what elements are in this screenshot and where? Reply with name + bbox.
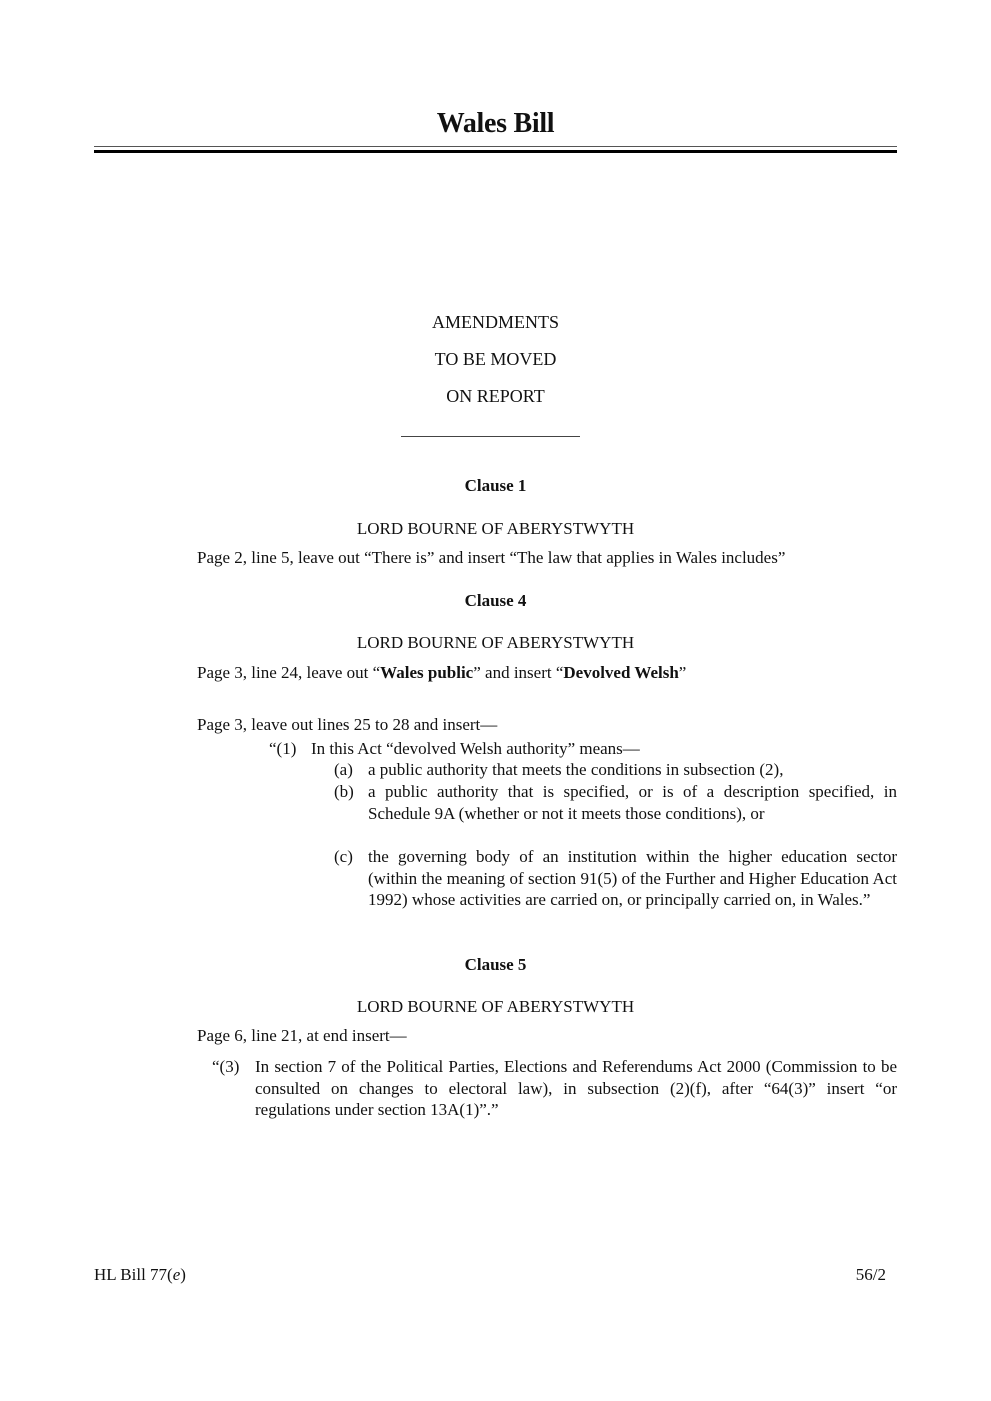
paragraph-b-text: a public authority that is specified, or is of a description specified, in Schedule 9A (whether or not it meets those conditions), or [368, 782, 897, 823]
paragraph-a-text: a public authority that meets the conditions in subsection (2), [368, 760, 784, 779]
amend-leave-out-text: Wales public [380, 663, 474, 682]
page-reference: 56/2 [855, 1265, 886, 1284]
clause-5-mover: LORD BOURNE OF ABERYSTWYTH [356, 997, 635, 1016]
clause-1-heading: Clause 1 [464, 476, 527, 495]
clause-4-amendment-2-intro: Page 3, leave out lines 25 to 28 and insert— [197, 715, 498, 734]
clause-5-amendment-1-intro: Page 6, line 21, at end insert— [197, 1026, 407, 1045]
amend-prefix: Page 3, line 24, leave out “ [197, 663, 381, 682]
title-rule-thin [94, 146, 897, 147]
bill-ref-suffix: ) [180, 1265, 186, 1284]
paragraph-a-label: (a) [334, 760, 353, 779]
paragraph-b-label: (b) [334, 782, 354, 801]
heading-line-3: ON REPORT [446, 386, 545, 406]
subsection-1-text: In this Act “devolved Welsh authority” means— [311, 739, 640, 758]
clause-4-mover: LORD BOURNE OF ABERYSTWYTH [356, 633, 635, 652]
paragraph-c-label: (c) [334, 847, 353, 866]
amend-suffix: ” [678, 663, 687, 682]
bill-ref-prefix: HL Bill 77( [94, 1265, 173, 1284]
clause-4-heading: Clause 4 [464, 591, 527, 610]
subsection-3-number: “(3) [212, 1057, 240, 1076]
clause-1-mover: LORD BOURNE OF ABERYSTWYTH [356, 519, 635, 538]
title-rule-thick [94, 150, 897, 153]
paragraph-c-text: the governing body of an institution within the higher education sector (within the meaning of section 91(5) of the Further and Higher Education Act 1992) whose activities are carried on, or principally carried on, in Wales.” [368, 847, 897, 909]
subsection-1-number: “(1) [269, 739, 297, 758]
subsection-3-text: In section 7 of the Political Parties, Elections and Referendums Act 2000 (Commission to be consulted on changes to electoral law), in subsection (2)(f), after “64(3)” insert “or regulations under section 13A(1)”.” [255, 1057, 897, 1119]
bill-reference [94, 1264, 186, 1286]
clause-1-amendment-1: Page 2, line 5, leave out “There is” and insert “The law that applies in Wales includes” [197, 548, 786, 567]
heading-line-1: AMENDMENTS [431, 312, 559, 332]
heading-line-2: TO BE MOVED [434, 349, 557, 369]
clause-4-amendment-1 [197, 662, 686, 684]
bill-ref-print-letter: e [172, 1265, 181, 1284]
clause-5-heading: Clause 5 [464, 955, 527, 974]
amend-middle: ” and insert “ [473, 663, 564, 682]
amend-insert-text: Devolved Welsh [563, 663, 679, 682]
bill-title: Wales Bill [436, 108, 555, 139]
heading-divider [401, 436, 580, 437]
amendments-heading [94, 304, 897, 415]
